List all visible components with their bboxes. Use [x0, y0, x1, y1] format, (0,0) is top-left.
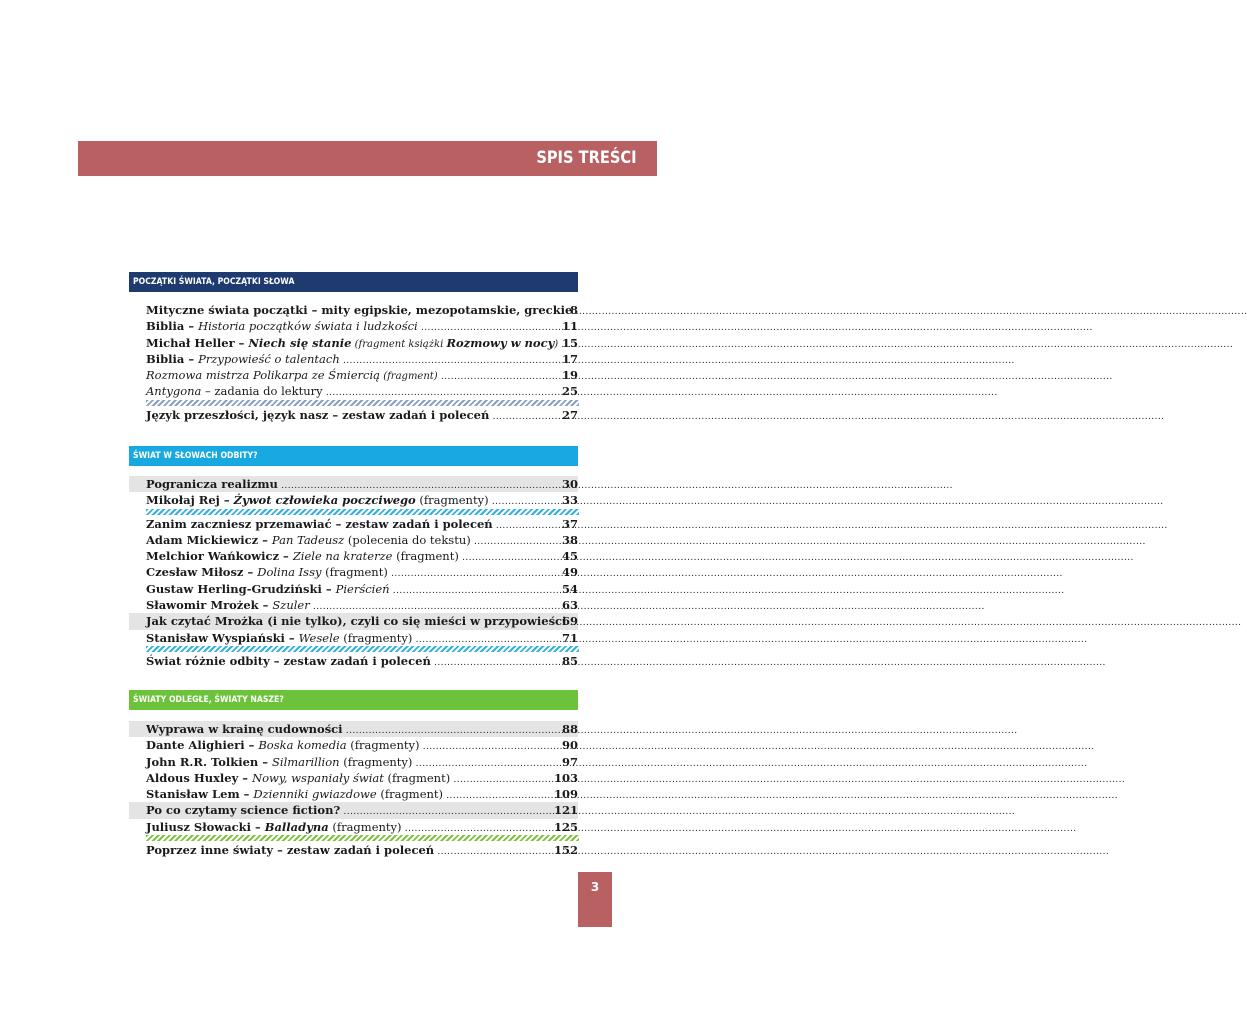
toc-entry[interactable]: Antygona – zadania do lektury ..... 25 [129, 383, 578, 399]
page-number: 49 [561, 565, 578, 580]
toc-entry[interactable]: Biblia – Historia początków świata i ludzkości ..... 11 [129, 318, 578, 334]
page-number: 69 [561, 614, 578, 629]
toc-header-banner [78, 141, 657, 176]
toc-entry[interactable]: Po co czytamy science fiction? ..... 121 [129, 802, 578, 818]
page-number: 37 [561, 516, 578, 531]
section-header-3 [129, 690, 578, 710]
page-number: 88 [561, 722, 578, 736]
section-header-1 [129, 272, 578, 292]
toc-entry[interactable]: Melchior Wańkowicz – Ziele na kraterze (fragment) ..... 45 [129, 548, 578, 564]
page-number: 17 [561, 351, 578, 366]
page-number: 54 [561, 581, 578, 596]
page-title: SPIS TREŚCI [536, 148, 637, 168]
page-number: 103 [553, 770, 578, 785]
page-number: 33 [561, 493, 578, 508]
page-number: 25 [561, 384, 578, 399]
toc-entry[interactable]: Juliusz Słowacki – Balladyna (fragmenty) ..... 125 [129, 819, 578, 835]
section-header-2 [129, 446, 578, 466]
page-number: 63 [561, 598, 578, 613]
toc-entry[interactable]: Adam Mickiewicz – Pan Tadeusz (polecenia do tekstu) ..... 38 [129, 532, 578, 548]
toc-entry[interactable]: Biblia – Przypowieść o talentach ..... 17 [129, 351, 578, 367]
page-number: 125 [553, 819, 578, 834]
page-number: 8 [569, 303, 578, 317]
toc-entry[interactable]: Aldous Huxley – Nowy, wspaniały świat (fragment) ..... 103 [129, 770, 578, 786]
page-number: 121 [553, 803, 578, 818]
toc-entry[interactable]: Sławomir Mrożek – Szuler ..... 63 [129, 597, 578, 613]
toc-entry[interactable]: Dante Alighieri – Boska komedia (fragmenty) ..... 90 [129, 737, 578, 753]
page-number: 19 [561, 368, 578, 383]
page-number-badge [578, 872, 612, 927]
toc-entry[interactable]: Gustaw Herling-Grudziński – Pierścień ..... 54 [129, 581, 578, 597]
page-number: 27 [561, 407, 578, 422]
toc-entry[interactable]: Wyprawa w krainę cudowności ..... 88 [129, 721, 578, 737]
page-number: 85 [561, 653, 578, 668]
toc-entry[interactable]: Zanim zaczniesz przemawiać – zestaw zadań i poleceń ..... 37 [129, 516, 578, 532]
page-number: 45 [561, 549, 578, 564]
toc-entry[interactable]: Pogranicza realizmu ..... 30 [129, 476, 578, 492]
page-number: 152 [553, 843, 578, 858]
toc-entry[interactable]: Jak czytać Mrożka (i nie tylko), czyli co się mieści w przypowieści ..... 69 [129, 613, 578, 629]
page-number: 30 [561, 477, 578, 491]
toc-entry[interactable]: Poprzez inne światy – zestaw zadań i poleceń ..... 152 [129, 842, 578, 858]
toc-entry[interactable]: Stanisław Wyspiański – Wesele (fragmenty) ..... 71 [129, 630, 578, 646]
toc-entry[interactable]: Mikołaj Rej – Żywot człowieka poczciwego (fragmenty) ..... 33 [129, 492, 578, 508]
section-title: POCZĄTKI ŚWIATA, POCZĄTKI SŁOWA [133, 277, 295, 287]
page-number-label: 3 [590, 880, 600, 894]
page-number: 109 [553, 787, 578, 802]
section-title: ŚWIATY ODLEGŁE, ŚWIATY NASZE? [133, 695, 284, 705]
section-entries-1 [129, 302, 578, 423]
toc-entry[interactable]: Michał Heller – Niech się stanie (fragment książki Rozmowy w nocy) ..... 15 [129, 335, 578, 351]
toc-entry[interactable]: Czesław Miłosz – Dolina Issy (fragment) ..... 49 [129, 564, 578, 580]
page-number: 90 [561, 738, 578, 753]
page-number: 15 [561, 335, 578, 350]
toc-entry[interactable]: Język przeszłości, język nasz – zestaw zadań i poleceń ..... 27 [129, 407, 578, 423]
page-number: 71 [561, 630, 578, 645]
section-entries-2 [129, 476, 578, 669]
section-entries-3 [129, 721, 578, 858]
page-number: 97 [561, 754, 578, 769]
toc-entry[interactable]: Rozmowa mistrza Polikarpa ze Śmiercią (fragment) ..... 19 [129, 367, 578, 383]
toc-entry[interactable]: Świat różnie odbity – zestaw zadań i poleceń ..... 85 [129, 653, 578, 669]
section-title: ŚWIAT W SŁOWACH ODBITY? [133, 451, 258, 461]
toc-entry[interactable]: Stanisław Lem – Dzienniki gwiazdowe (fragment) ..... 109 [129, 786, 578, 802]
toc-entry[interactable]: Mityczne świata początki – mity egipskie, mezopotamskie, greckie ..... 8 [129, 302, 578, 318]
toc-entry[interactable]: John R.R. Tolkien – Silmarillion (fragmenty) ..... 97 [129, 754, 578, 770]
page-number: 38 [561, 532, 578, 547]
page-number: 11 [561, 319, 578, 334]
